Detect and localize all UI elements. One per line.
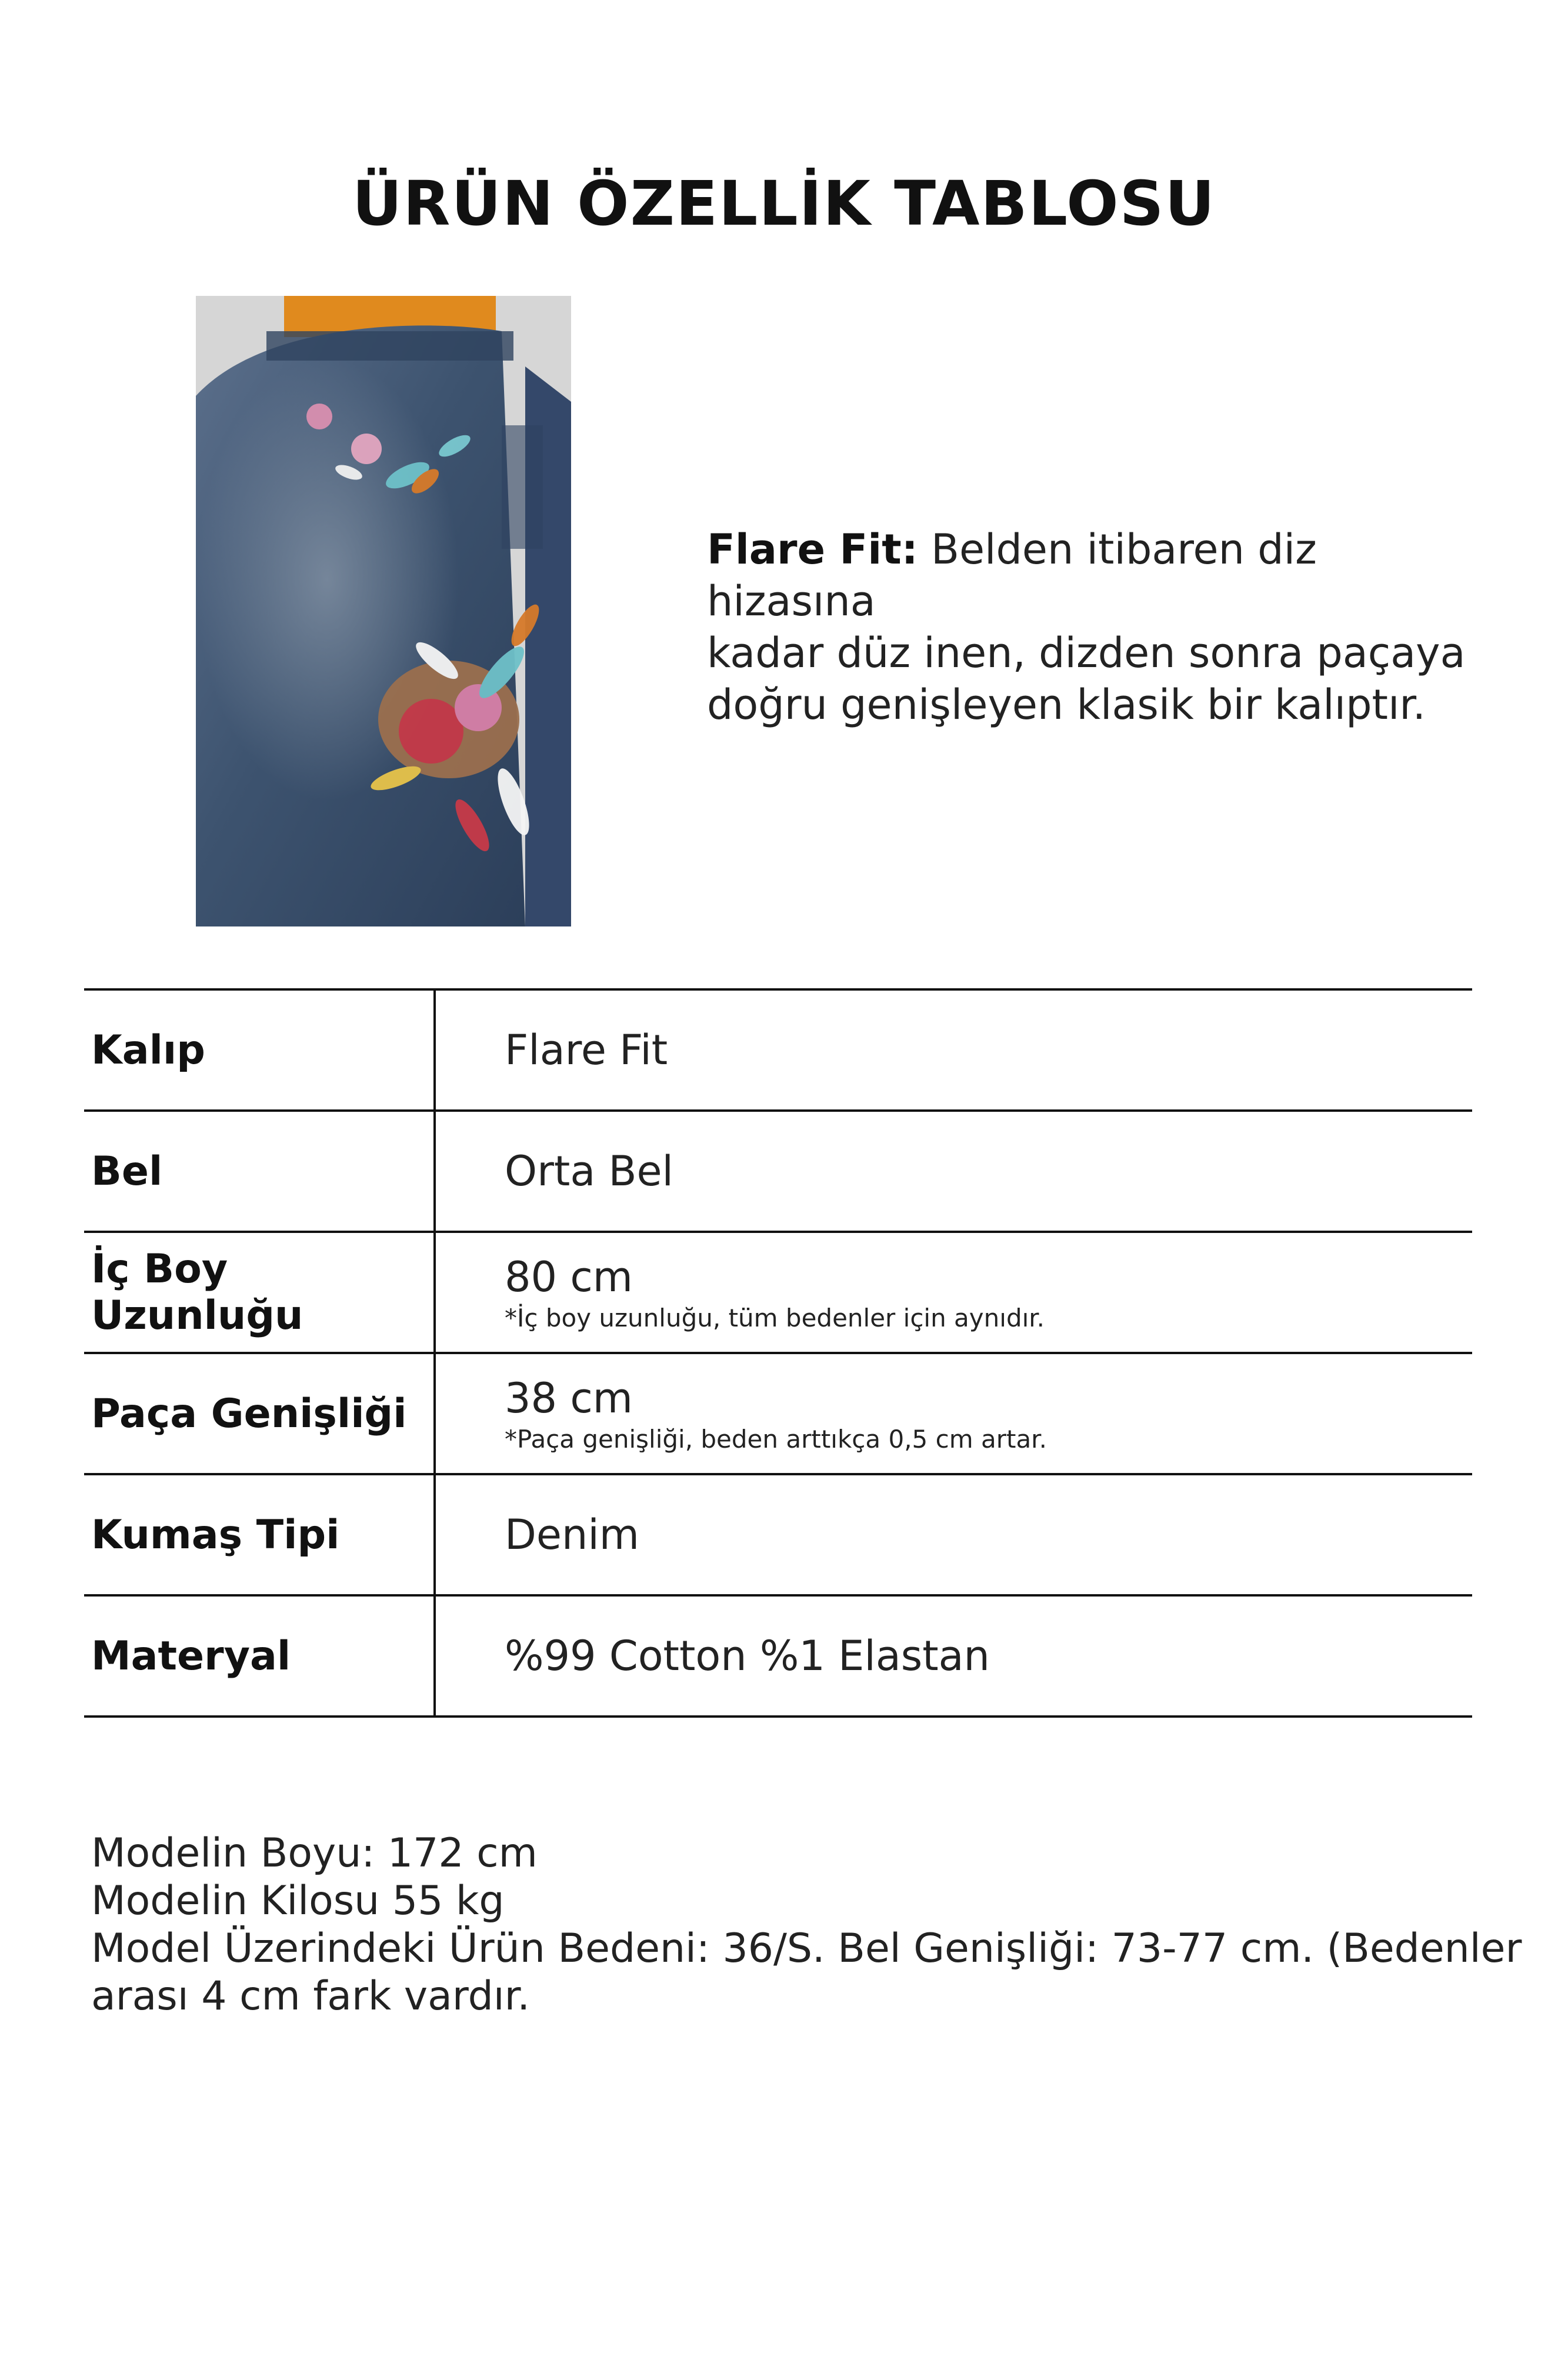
spec-value: %99 Cotton %1 Elastan — [505, 1632, 990, 1680]
spec-value: Flare Fit — [505, 1026, 668, 1074]
page-title: ÜRÜN ÖZELLİK TABLOSU — [352, 168, 1216, 239]
spec-label: Kumaş Tipi — [84, 1475, 436, 1594]
model-info-line: Modelin Kilosu 55 kg — [91, 1878, 505, 1924]
spec-row-kalip — [84, 991, 1472, 1112]
spec-label: Bel — [84, 1112, 436, 1231]
model-info-line: arası 4 cm fark vardır. — [91, 1973, 530, 2019]
spec-row-paca — [84, 1354, 1472, 1475]
spec-row-kumas — [84, 1475, 1472, 1597]
fit-description-label: Flare Fit: — [707, 525, 918, 574]
model-info-line: Modelin Boyu: 172 cm — [91, 1830, 538, 1877]
spec-table — [84, 988, 1472, 1718]
fit-description-line: kadar düz inen, dizden sonra paçaya — [707, 629, 1466, 677]
spec-value-cell — [505, 1354, 1472, 1473]
spec-label: İç Boy Uzunluğu — [84, 1233, 436, 1352]
spec-note: *İç boy uzunluğu, tüm bedenler için aynıdır. — [505, 1303, 1045, 1332]
spec-label: Kalıp — [84, 991, 436, 1109]
spec-value-cell — [505, 1233, 1472, 1352]
fit-description-line: doğru genişleyen klasik bir kalıptır. — [707, 681, 1426, 729]
model-info-line: Model Üzerindeki Ürün Bedeni: 36/S. Bel Genişliği: 73-77 cm. (Bedenler — [91, 1925, 1522, 1972]
spec-value-cell — [505, 1112, 1472, 1231]
spec-value: Orta Bel — [505, 1147, 674, 1195]
spec-note: *Paça genişliği, beden arttıkça 0,5 cm artar. — [505, 1424, 1047, 1454]
fit-description-line: Belden itibaren diz hizasına — [707, 525, 1317, 625]
fit-description — [707, 524, 1495, 731]
spec-row-materyal — [84, 1597, 1472, 1718]
spec-value: 38 cm — [505, 1374, 633, 1422]
spec-value: 80 cm — [505, 1252, 633, 1301]
spec-value-cell — [505, 991, 1472, 1109]
spec-value-cell — [505, 1475, 1472, 1594]
spec-label: Paça Genişliği — [84, 1354, 436, 1473]
spec-row-ic-boy — [84, 1233, 1472, 1354]
spec-label: Materyal — [84, 1597, 436, 1715]
model-info — [91, 1829, 1522, 2020]
spec-value: Denim — [505, 1511, 639, 1559]
spec-row-bel — [84, 1112, 1472, 1233]
spec-value-cell — [505, 1597, 1472, 1715]
product-image-embroidered-jeans — [196, 296, 571, 926]
